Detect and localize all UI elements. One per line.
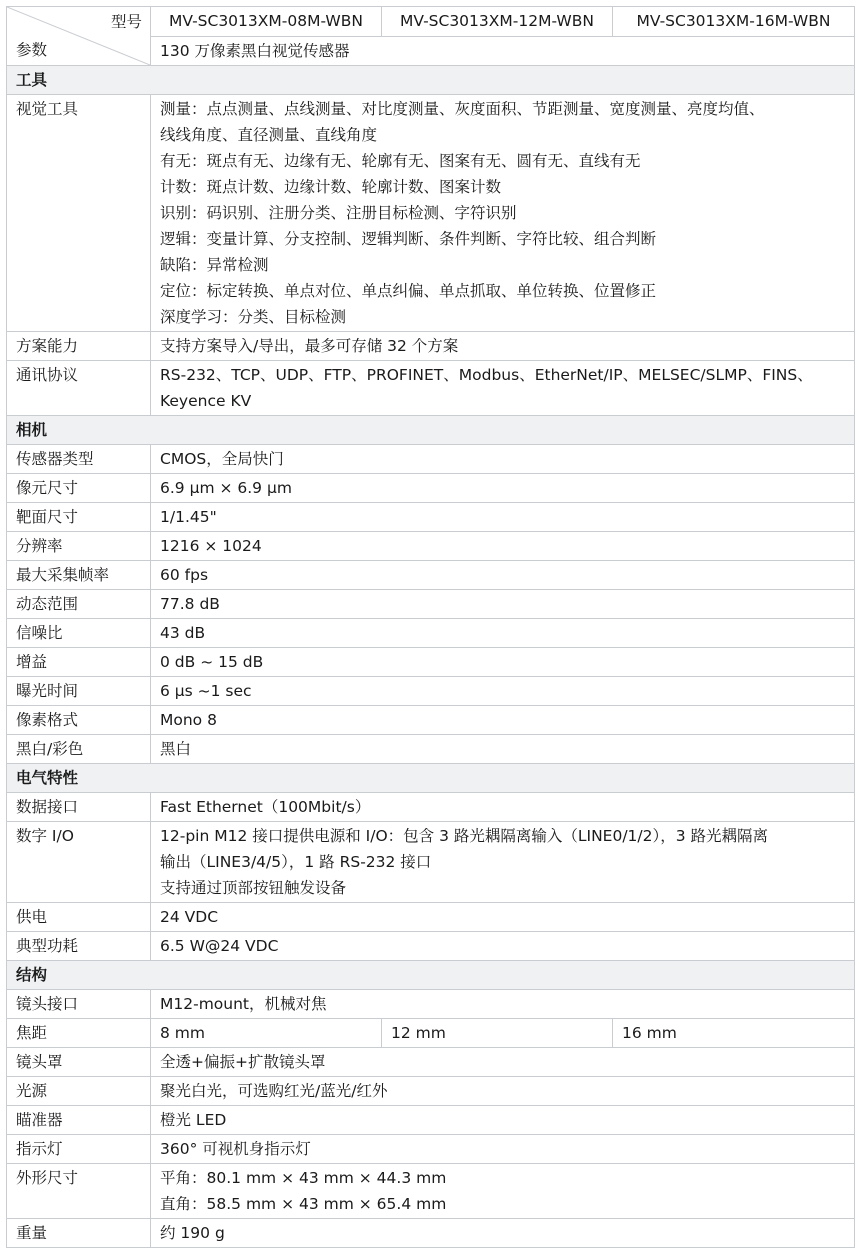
value-lens-mount: M12-mount，机械对焦 — [151, 990, 855, 1019]
value-sensor-type: CMOS，全局快门 — [151, 445, 855, 474]
label-vision-tools: 视觉工具 — [7, 95, 151, 332]
label-exposure: 曝光时间 — [7, 677, 151, 706]
label-pixel-size: 像元尺寸 — [7, 474, 151, 503]
label-weight: 重量 — [7, 1219, 151, 1248]
row-solution — [7, 332, 855, 361]
label-lens-cover: 镜头罩 — [7, 1048, 151, 1077]
param-header-label: 参数 — [16, 41, 48, 59]
section-title-camera: 相机 — [7, 416, 855, 445]
row-dimensions — [7, 1164, 855, 1219]
label-solution: 方案能力 — [7, 332, 151, 361]
section-electrical — [7, 764, 855, 793]
value-lens-cover: 全透+偏振+扩散镜头罩 — [151, 1048, 855, 1077]
value-protocol — [151, 361, 855, 416]
header-model-row — [7, 7, 855, 37]
label-pixel-format: 像素格式 — [7, 706, 151, 735]
label-sensor-type: 传感器类型 — [7, 445, 151, 474]
row-power-supply — [7, 903, 855, 932]
section-title-structure: 结构 — [7, 961, 855, 990]
value-power-supply: 24 VDC — [151, 903, 855, 932]
label-indicator: 指示灯 — [7, 1135, 151, 1164]
vision-line: 有无：斑点有无、边缘有无、轮廓有无、图案有无、圆有无、直线有无 — [160, 152, 641, 170]
row-snr — [7, 619, 855, 648]
value-dimensions — [151, 1164, 855, 1219]
value-data-interface: Fast Ethernet（100Mbit/s） — [151, 793, 855, 822]
label-power-consumption: 典型功耗 — [7, 932, 151, 961]
label-dimensions: 外形尺寸 — [7, 1164, 151, 1219]
row-digital-io — [7, 822, 855, 903]
row-sensor-format — [7, 503, 855, 532]
value-light-source: 聚光白光，可选购红光/蓝光/红外 — [151, 1077, 855, 1106]
model-name-08m: MV-SC3013XM-08M-WBN — [151, 7, 382, 37]
row-pixel-format — [7, 706, 855, 735]
row-light-source — [7, 1077, 855, 1106]
io-line: 12-pin M12 接口提供电源和 I/O：包含 3 路光耦隔离输入（LINE0/1/2），3 路光耦隔离 — [160, 827, 769, 845]
model-header-label: 型号 — [110, 13, 142, 31]
value-weight: 约 190 g — [151, 1219, 855, 1248]
vision-line: 计数：斑点计数、边缘计数、轮廓计数、图案计数 — [160, 178, 502, 196]
value-power-consumption: 6.5 W@24 VDC — [151, 932, 855, 961]
product-description: 130 万像素黑白视觉传感器 — [151, 36, 855, 66]
row-protocol — [7, 361, 855, 416]
vision-line: 识别：码识别、注册分类、注册目标检测、字符识别 — [160, 204, 517, 222]
io-line: 输出（LINE3/4/5），1 路 RS-232 接口 — [160, 853, 432, 871]
value-dynamic-range: 77.8 dB — [151, 590, 855, 619]
section-camera — [7, 416, 855, 445]
model-name-12m: MV-SC3013XM-12M-WBN — [382, 7, 613, 37]
label-mono-color: 黑白/彩色 — [7, 735, 151, 764]
value-resolution: 1216 × 1024 — [151, 532, 855, 561]
model-name-16m: MV-SC3013XM-16M-WBN — [613, 7, 855, 37]
row-gain — [7, 648, 855, 677]
row-aimer — [7, 1106, 855, 1135]
row-weight — [7, 1219, 855, 1248]
row-indicator — [7, 1135, 855, 1164]
row-frame-rate — [7, 561, 855, 590]
section-structure — [7, 961, 855, 990]
value-solution: 支持方案导入/导出，最多可存储 32 个方案 — [151, 332, 855, 361]
value-gain: 0 dB ~ 15 dB — [151, 648, 855, 677]
vision-line: 线线角度、直径测量、直线角度 — [160, 126, 378, 144]
io-line: 支持通过顶部按钮触发设备 — [160, 879, 347, 897]
row-lens-mount — [7, 990, 855, 1019]
value-mono-color: 黑白 — [151, 735, 855, 764]
row-power-consumption — [7, 932, 855, 961]
value-sensor-format: 1/1.45" — [151, 503, 855, 532]
row-vision-tools — [7, 95, 855, 332]
protocol-line: RS-232、TCP、UDP、FTP、PROFINET、Modbus、EtherNet/IP、MELSEC/SLMP、FINS、 — [160, 366, 813, 384]
value-pixel-format: Mono 8 — [151, 706, 855, 735]
label-lens-mount: 镜头接口 — [7, 990, 151, 1019]
row-focal-length — [7, 1019, 855, 1048]
row-dynamic-range — [7, 590, 855, 619]
value-frame-rate: 60 fps — [151, 561, 855, 590]
vision-line: 定位：标定转换、单点对位、单点纠偏、单点抓取、单位转换、位置修正 — [160, 282, 657, 300]
label-resolution: 分辨率 — [7, 532, 151, 561]
label-aimer: 瞄准器 — [7, 1106, 151, 1135]
label-gain: 增益 — [7, 648, 151, 677]
section-title-tools: 工具 — [7, 66, 855, 95]
value-focal-12m: 12 mm — [382, 1019, 613, 1048]
label-digital-io: 数字 I/O — [7, 822, 151, 903]
row-lens-cover — [7, 1048, 855, 1077]
protocol-line: Keyence KV — [160, 392, 252, 410]
label-focal-length: 焦距 — [7, 1019, 151, 1048]
vision-line: 深度学习：分类、目标检测 — [160, 308, 347, 326]
value-digital-io — [151, 822, 855, 903]
label-protocol: 通讯协议 — [7, 361, 151, 416]
value-indicator: 360° 可视机身指示灯 — [151, 1135, 855, 1164]
label-frame-rate: 最大采集帧率 — [7, 561, 151, 590]
row-pixel-size — [7, 474, 855, 503]
value-focal-08m: 8 mm — [151, 1019, 382, 1048]
row-mono-color — [7, 735, 855, 764]
label-light-source: 光源 — [7, 1077, 151, 1106]
dimension-line: 平角：80.1 mm × 43 mm × 44.3 mm — [160, 1169, 447, 1187]
dimension-line: 直角：58.5 mm × 43 mm × 65.4 mm — [160, 1195, 447, 1213]
value-aimer: 橙光 LED — [151, 1106, 855, 1135]
row-sensor-type — [7, 445, 855, 474]
value-vision-tools — [151, 95, 855, 332]
vision-line: 测量：点点测量、点线测量、对比度测量、灰度面积、节距测量、宽度测量、亮度均值、 — [160, 100, 765, 118]
label-sensor-format: 靶面尺寸 — [7, 503, 151, 532]
row-data-interface — [7, 793, 855, 822]
label-power-supply: 供电 — [7, 903, 151, 932]
row-exposure — [7, 677, 855, 706]
section-title-electrical: 电气特性 — [7, 764, 855, 793]
value-focal-16m: 16 mm — [613, 1019, 855, 1048]
value-snr: 43 dB — [151, 619, 855, 648]
row-resolution — [7, 532, 855, 561]
vision-line: 逻辑：变量计算、分支控制、逻辑判断、条件判断、字符比较、组合判断 — [160, 230, 657, 248]
section-tools — [7, 66, 855, 95]
value-pixel-size: 6.9 μm × 6.9 μm — [151, 474, 855, 503]
value-exposure: 6 μs ~1 sec — [151, 677, 855, 706]
header-corner-cell — [7, 7, 151, 66]
spec-table — [6, 6, 855, 1248]
label-dynamic-range: 动态范围 — [7, 590, 151, 619]
vision-line: 缺陷：异常检测 — [160, 256, 269, 274]
label-snr: 信噪比 — [7, 619, 151, 648]
label-data-interface: 数据接口 — [7, 793, 151, 822]
